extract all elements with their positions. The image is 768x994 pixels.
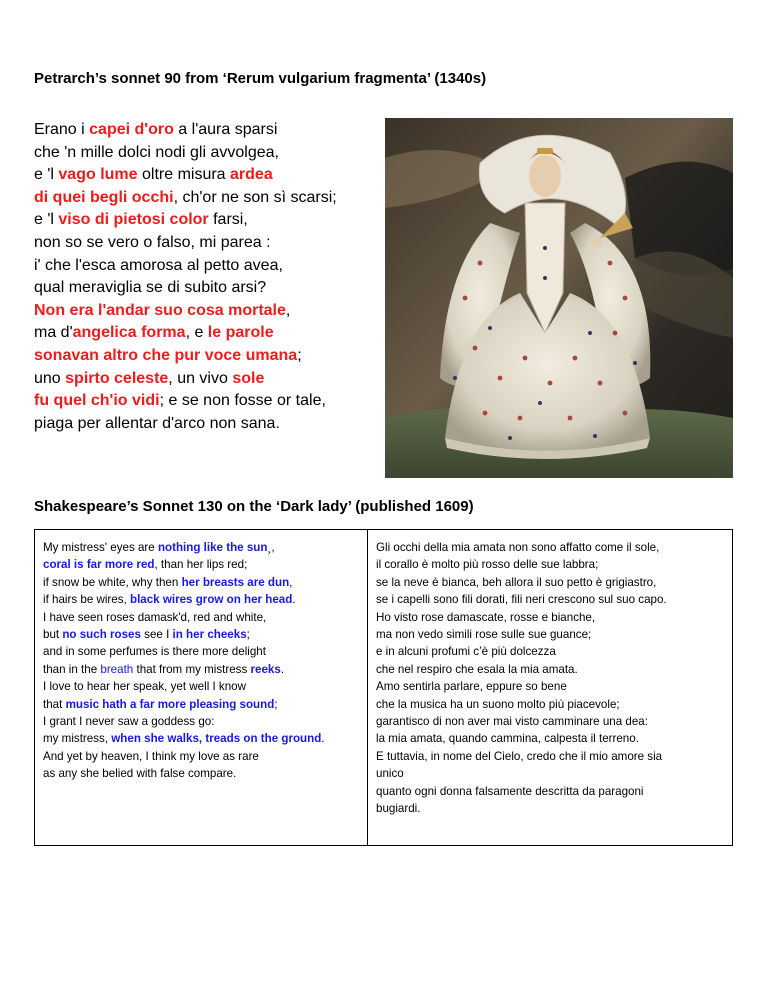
text-segment: ¸, — [267, 541, 275, 554]
text-segment: My mistress' eyes are — [43, 541, 158, 554]
highlighted-phrase: di quei begli occhi — [34, 188, 174, 206]
highlighted-phrase: vago lume — [58, 166, 138, 184]
english-sonnet-cell — [35, 530, 368, 845]
italian-line — [376, 783, 726, 800]
text-segment: . — [292, 593, 296, 607]
text-segment: see I — [140, 628, 173, 642]
shakespeare-heading: Shakespeare’s Sonnet 130 on the ‘Dark lady’ (published 1609) — [34, 498, 474, 515]
text-segment: And yet by heaven, I think my love as rare — [43, 749, 259, 763]
text-segment: but — [43, 628, 63, 642]
english-line — [43, 713, 361, 730]
highlighted-phrase: sole — [232, 369, 265, 387]
italian-line — [376, 661, 726, 678]
text-segment: farsi, — [208, 211, 248, 229]
text-segment: i' che l'esca amorosa al petto avea, — [34, 256, 283, 274]
highlighted-phrase: when she walks, treads on the ground — [111, 732, 322, 746]
poem-line — [34, 119, 337, 142]
poem-line — [34, 164, 337, 187]
highlighted-phrase: reeks — [250, 662, 281, 676]
text-segment: se i capelli sono fili dorati, fili neri crescono sul suo capo. — [376, 593, 667, 607]
italian-line — [376, 539, 726, 556]
italian-line — [376, 678, 726, 695]
text-segment: che 'n mille dolci nodi gli avvolgea, — [34, 143, 279, 161]
highlighted-phrase: viso di pietosi color — [58, 211, 209, 229]
italian-line — [376, 800, 726, 817]
english-line — [43, 643, 361, 660]
text-segment: if snow be white, why then — [43, 575, 182, 589]
poem-line — [34, 390, 337, 413]
text-segment: se la neve è bianca, beh allora il suo petto è grigiastro, — [376, 575, 657, 589]
italian-line — [376, 748, 726, 765]
petrarch-heading: Petrarch’s sonnet 90 from ‘Rerum vulgarium fragmenta’ (1340s) — [34, 70, 487, 87]
highlighted-phrase: sonavan altro che pur voce umana — [34, 346, 298, 364]
text-segment: , ch'or ne son sì scarsi; — [173, 188, 337, 206]
poem-line — [34, 232, 337, 255]
english-line — [43, 748, 361, 765]
english-line — [43, 574, 361, 591]
text-segment: che nel respiro che esala la mia amata. — [376, 662, 578, 676]
highlighted-phrase: music hath a far more pleasing sound — [65, 697, 275, 711]
text-segment: il corallo è molto più rosso delle sue labbra; — [376, 558, 599, 572]
text-segment: e 'l — [34, 211, 59, 229]
highlighted-phrase: capei d'oro — [89, 121, 174, 138]
text-segment: e 'l — [34, 166, 59, 184]
italian-line — [376, 591, 726, 608]
italian-line — [376, 696, 726, 713]
sonnet-translation-table — [34, 529, 733, 846]
portrait-image — [385, 118, 733, 478]
text-segment: . — [321, 732, 325, 746]
italian-line — [376, 765, 726, 782]
poem-line — [34, 255, 337, 278]
text-segment: la mia amata, quando cammina, calpesta il terreno. — [376, 732, 639, 746]
text-segment: ; — [297, 346, 302, 364]
italian-line — [376, 609, 726, 626]
text-segment: unico — [376, 767, 404, 781]
poem-line — [34, 300, 337, 323]
highlighted-phrase: fu quel ch'io vidi — [34, 392, 160, 410]
text-segment: E tuttavia, in nome del Cielo, credo che il mio amore sia — [376, 749, 663, 763]
text-segment: ; — [274, 697, 278, 711]
highlighted-phrase: no such roses — [62, 628, 141, 642]
text-segment: quanto ogni donna falsamente descritta da paragoni — [376, 784, 644, 798]
english-line — [43, 609, 361, 626]
text-segment: a l'aura sparsi — [173, 121, 278, 138]
text-segment: Ho visto rose damascate, rosse e bianche, — [376, 610, 596, 624]
highlighted-phrase: spirto celeste — [65, 369, 169, 387]
text-segment: oltre misura — [137, 166, 231, 184]
highlighted-phrase: Non era l'andar suo cosa mortale — [34, 301, 286, 319]
poem-line — [34, 187, 337, 210]
text-segment: , e — [185, 324, 208, 342]
text-segment: as any she belied with false compare. — [43, 767, 237, 781]
english-line — [43, 539, 361, 556]
text-segment: garantisco di non aver mai visto camminare una dea: — [376, 715, 648, 729]
italian-line — [376, 556, 726, 573]
text-segment: ma non vedo simili rose sulle sue guance; — [376, 628, 592, 642]
text-segment: , than her lips red; — [154, 558, 248, 572]
english-line — [43, 678, 361, 695]
poem-line — [34, 368, 337, 391]
text-segment: , — [285, 301, 291, 319]
poem-line — [34, 322, 337, 345]
text-segment: ma d' — [34, 324, 73, 342]
poem-line — [34, 277, 337, 300]
highlighted-phrase: black wires grow on her head — [129, 593, 293, 607]
text-segment: than in the — [43, 662, 101, 676]
italian-line — [376, 713, 726, 730]
highlighted-phrase: angelica forma — [72, 324, 186, 342]
text-segment: Gli occhi della mia amata non sono affatto come il sole, — [376, 541, 660, 554]
text-segment: my mistress, — [43, 732, 112, 746]
text-segment: that from my mistress — [133, 662, 251, 676]
text-segment: e in alcuni profumi c’è più dolcezza — [376, 645, 556, 659]
text-segment: , — [289, 575, 293, 589]
text-segment: Amo sentirla parlare, eppure so bene — [376, 680, 567, 694]
english-line — [43, 730, 361, 747]
italian-line — [376, 643, 726, 660]
text-segment: qual meraviglia se di subito arsi? — [34, 279, 267, 297]
poem-line — [34, 142, 337, 165]
text-segment: I have seen roses damask'd, red and white, — [43, 610, 267, 624]
text-segment: uno — [34, 369, 66, 387]
english-line — [43, 556, 361, 573]
text-segment: . — [280, 662, 285, 676]
poem-line — [34, 209, 337, 232]
text-segment: that — [43, 697, 66, 711]
text-segment: piaga per allentar d'arco non sana. — [34, 414, 280, 432]
italian-translation-cell — [368, 530, 732, 845]
highlighted-phrase: breath — [100, 662, 134, 676]
english-line — [43, 591, 361, 608]
highlighted-phrase: nothing like the sun — [157, 541, 268, 554]
text-segment: I love to hear her speak, yet well I know — [43, 680, 246, 694]
english-line — [43, 661, 361, 678]
text-segment: I grant I never saw a goddess go: — [43, 715, 215, 729]
text-segment: , un vivo — [168, 369, 233, 387]
poem-line — [34, 345, 337, 368]
text-segment: Erano i — [34, 121, 90, 138]
english-line — [43, 696, 361, 713]
text-segment: and in some perfumes is there more delight — [43, 645, 266, 659]
english-line — [43, 626, 361, 643]
text-segment: bugiardi. — [376, 802, 421, 816]
highlighted-phrase: her breasts are dun — [181, 575, 290, 589]
highlighted-phrase: ardea — [230, 166, 273, 184]
english-line — [43, 765, 361, 782]
text-segment: che la musica ha un suono molto più piacevole; — [376, 697, 620, 711]
italian-line — [376, 574, 726, 591]
text-segment: ; — [246, 628, 250, 642]
highlighted-phrase: le parole — [207, 324, 274, 342]
italian-line — [376, 730, 726, 747]
highlighted-phrase: coral is far more red — [43, 558, 155, 572]
italian-line — [376, 626, 726, 643]
text-segment: if hairs be wires, — [43, 593, 130, 607]
poem-line — [34, 413, 337, 436]
text-segment: non so se vero o falso, mi parea : — [34, 233, 271, 251]
highlighted-phrase: in her cheeks — [172, 628, 247, 642]
petrarch-sonnet-text — [34, 119, 337, 435]
text-segment: ; e se non fosse or tale, — [159, 392, 326, 410]
